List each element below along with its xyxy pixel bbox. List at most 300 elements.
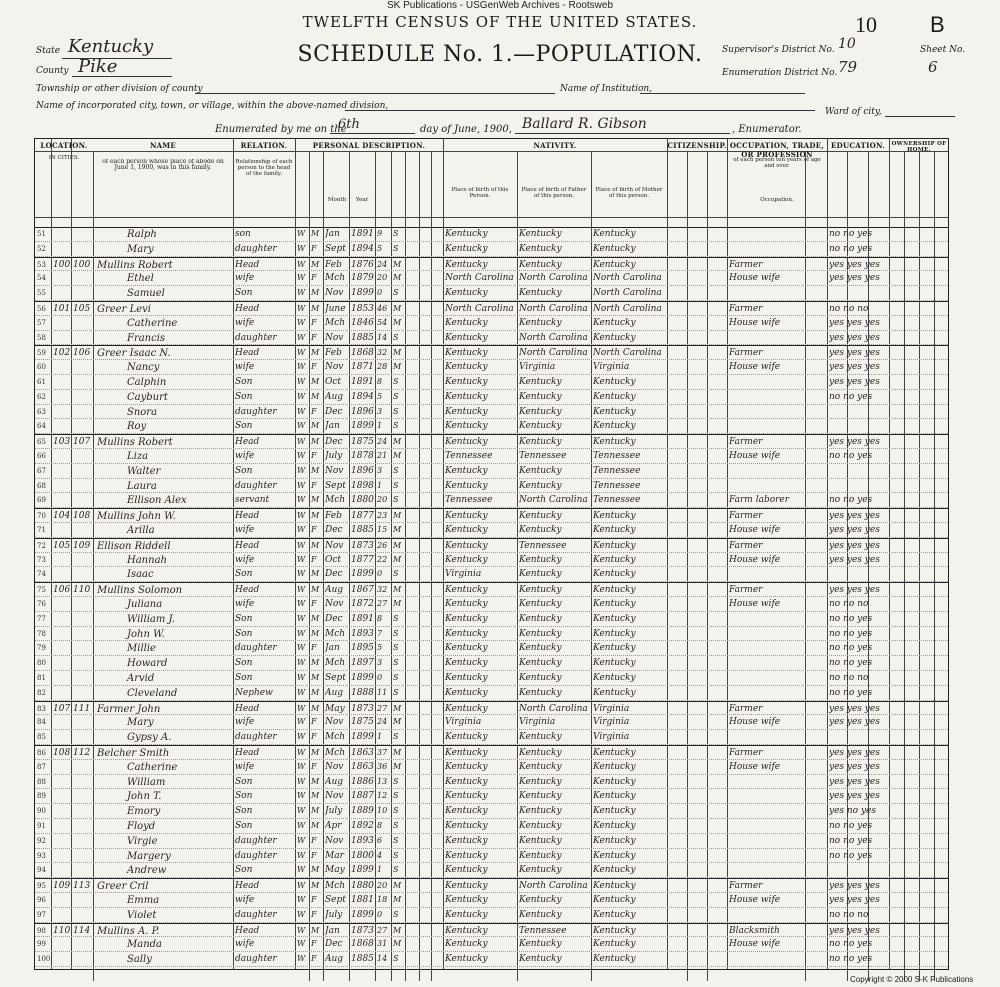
cell-birth: Kentucky (445, 554, 488, 565)
cell-father: Kentucky (519, 954, 562, 965)
cell-marital: M (393, 761, 402, 771)
cell-age: 21 (377, 451, 388, 460)
cell-age: 6 (377, 835, 383, 845)
cell-name: Mullins Robert (97, 259, 173, 271)
table-row (35, 656, 948, 671)
label-in-cities: IN CITIES. (48, 155, 80, 161)
cell-father: Kentucky (519, 748, 562, 758)
cell-marital: S (393, 377, 399, 386)
cell-name: Laura (127, 480, 157, 492)
table-row (35, 479, 948, 494)
cell-marital: M (393, 939, 402, 949)
cell-relation: wife (235, 895, 255, 905)
cell-age: 13 (377, 776, 388, 786)
cell-year: 1885 (351, 954, 374, 965)
cell-name: Belcher Smith (97, 748, 170, 759)
cell-age: 0 (377, 909, 383, 919)
cell-month: May (325, 865, 345, 876)
cell-dwelling: 102 (53, 348, 71, 359)
cell-color: W (297, 585, 306, 595)
cell-mother: Kentucky (593, 761, 636, 772)
group-nativity: NATIVITY. (533, 141, 577, 150)
cell-father: Kentucky (519, 259, 562, 270)
cell-birth: Kentucky (445, 406, 488, 417)
cell-marital: S (393, 732, 399, 742)
cell-father: Kentucky (519, 480, 562, 491)
cell-mother: Kentucky (593, 895, 636, 905)
cell-edu: yes yes yes (829, 332, 880, 343)
cell-color: W (297, 865, 306, 875)
line-number: 98 (37, 926, 46, 935)
cell-name: Francis (127, 332, 166, 344)
cell-marital: M (393, 717, 402, 727)
cell-name: Mary (127, 717, 154, 729)
table-row (35, 508, 948, 523)
cell-month: Mch (325, 658, 346, 669)
cell-marital: M (393, 925, 402, 935)
cell-relation: Son (235, 465, 253, 476)
cell-birth: Kentucky (445, 895, 488, 905)
cell-mother: Kentucky (593, 317, 636, 328)
cell-age: 27 (377, 703, 388, 713)
copyright: Copyright © 2000 S-K Publications (850, 975, 974, 984)
cell-color: W (297, 554, 306, 564)
cell-edu: no no yes (829, 954, 873, 965)
cell-family: 105 (73, 304, 91, 314)
cell-edu: no no yes (829, 613, 873, 624)
cell-month: Dec (325, 613, 343, 624)
cell-sex: M (311, 348, 320, 358)
cell-relation: Son (235, 377, 253, 387)
cell-birth: Kentucky (445, 585, 488, 596)
cell-birth: Kentucky (445, 881, 488, 892)
cell-color: W (297, 703, 306, 713)
cell-age: 9 (377, 229, 383, 238)
cell-color: W (297, 288, 306, 298)
cell-birth: Kentucky (445, 391, 488, 402)
line-number: 54 (37, 274, 46, 283)
cell-name: Ralph (127, 229, 157, 240)
cell-age: 20 (377, 273, 388, 283)
cell-color: W (297, 806, 306, 816)
cell-edu: yes yes yes (829, 362, 880, 373)
cell-father: Kentucky (519, 465, 562, 476)
cell-name: John T. (127, 791, 162, 803)
line-number: 55 (37, 289, 46, 298)
cell-year: 1893 (351, 628, 374, 639)
cell-sex: F (311, 406, 317, 416)
line-number: 97 (37, 910, 46, 919)
cell-name: Andrew (127, 865, 167, 877)
cell-year: 1886 (351, 776, 374, 787)
cell-mother: Tennessee (593, 495, 641, 506)
cell-birth: Kentucky (445, 465, 488, 476)
line-number: 90 (37, 807, 46, 816)
table-row (35, 789, 948, 804)
cell-sex: M (311, 703, 320, 713)
cell-relation: Son (235, 628, 253, 639)
cell-relation: Son (235, 421, 253, 432)
cell-year: 1887 (351, 791, 374, 802)
line-number: 51 (37, 230, 46, 238)
table-row (35, 804, 948, 819)
cell-mother: Kentucky (593, 865, 636, 876)
cell-name: Hannah (127, 554, 167, 566)
cell-edu: yes yes yes (829, 881, 880, 892)
cell-month: Mch (325, 748, 346, 758)
cell-mother: Tennessee (593, 465, 641, 476)
cell-mother: Kentucky (593, 511, 636, 522)
cell-birth: Kentucky (445, 229, 488, 239)
line-number: 95 (37, 882, 46, 891)
cell-sex: M (311, 613, 320, 623)
cell-edu: no no yes (829, 687, 873, 698)
county-label: County (36, 66, 69, 76)
cell-name: Manda (127, 939, 163, 951)
cell-marital: M (393, 599, 402, 608)
cell-birth: Kentucky (445, 599, 488, 609)
cell-sex: M (311, 495, 320, 505)
cell-sex: F (311, 761, 317, 771)
cell-occupation: Farmer (729, 748, 763, 758)
cell-relation: son (235, 229, 251, 239)
cell-occupation: Farmer (729, 259, 763, 270)
cell-name: Walter (127, 465, 161, 477)
cell-relation: daughter (235, 850, 277, 861)
cell-name: Farmer John (97, 703, 161, 715)
enumerated-day: 6th (338, 117, 360, 132)
cell-sex: F (311, 599, 317, 608)
cell-year: 1846 (351, 317, 374, 328)
cell-month: June (325, 304, 346, 314)
line-number: 93 (37, 851, 46, 860)
cell-dwelling: 100 (53, 259, 71, 270)
cell-sex: M (311, 628, 320, 638)
cell-year: 1880 (351, 881, 374, 892)
cell-mother: Kentucky (593, 613, 636, 624)
cell-marital: M (393, 895, 402, 904)
cell-sex: M (311, 569, 320, 579)
table-row (35, 952, 948, 967)
cell-relation: Son (235, 791, 253, 802)
cell-name: Greer Isaac N. (97, 348, 171, 360)
cell-name: William (127, 776, 166, 788)
township-label: Township or other division of county (36, 84, 203, 94)
cell-father: Virginia (519, 717, 556, 728)
line-number: 64 (37, 422, 46, 431)
sheet-letter: B (930, 12, 945, 37)
cell-father: North Carolina (519, 304, 588, 314)
cell-edu: yes yes yes (829, 437, 880, 448)
cell-age: 23 (377, 511, 388, 521)
cell-birth: Kentucky (445, 925, 488, 936)
cell-month: Nov (325, 540, 344, 551)
cell-relation: wife (235, 717, 255, 728)
cell-edu: yes yes yes (829, 259, 880, 270)
cell-age: 0 (377, 569, 383, 579)
cell-relation: Head (235, 348, 260, 359)
cell-dwelling: 109 (53, 881, 71, 892)
cell-father: Kentucky (519, 391, 562, 402)
cell-name: Mullins A. P. (97, 925, 160, 937)
cell-month: Jan (325, 643, 340, 654)
table-row (35, 760, 948, 775)
cell-year: 1899 (351, 288, 374, 299)
cell-year: 1899 (351, 569, 374, 580)
cell-birth: Kentucky (445, 480, 488, 491)
cell-month: July (325, 806, 343, 817)
cell-age: 1 (377, 421, 383, 431)
cell-birth: Kentucky (445, 748, 488, 758)
cell-sex: M (311, 288, 320, 298)
cell-mother: Kentucky (593, 554, 636, 565)
institution-label: Name of Institution, (560, 84, 653, 94)
cell-color: W (297, 687, 306, 697)
cell-relation: Head (235, 585, 260, 596)
cell-sex: F (311, 480, 317, 490)
cell-occupation: Farmer (729, 540, 763, 551)
cell-year: 1889 (351, 806, 374, 817)
group-location: LOCATION. (40, 141, 88, 150)
cell-month: Mch (325, 273, 346, 284)
cell-edu: no no no (829, 909, 869, 920)
supervisor-value: 10 (838, 36, 856, 52)
cell-age: 20 (377, 881, 388, 891)
line-number: 61 (37, 378, 46, 386)
cell-father: Kentucky (519, 776, 562, 787)
cell-birth: Kentucky (445, 243, 488, 254)
label-mother-place: Place of birth of Mother of this person. (595, 187, 663, 199)
cell-sex: M (311, 776, 320, 786)
cell-color: W (297, 909, 306, 919)
cell-family: 111 (73, 703, 91, 714)
cell-age: 18 (377, 895, 388, 904)
table-row (35, 908, 948, 923)
cell-father: Kentucky (519, 243, 562, 254)
cell-age: 24 (377, 259, 388, 269)
cell-year: 1899 (351, 421, 374, 432)
cell-father: Kentucky (519, 732, 562, 743)
cell-age: 24 (377, 437, 388, 447)
cell-age: 54 (377, 317, 388, 327)
cell-father: Kentucky (519, 806, 562, 817)
cell-father: Tennessee (519, 540, 567, 551)
line-number: 82 (37, 688, 46, 697)
cell-occupation: House wife (729, 362, 781, 373)
cell-birth: Kentucky (445, 377, 488, 387)
cell-occupation: Farmer (729, 437, 763, 448)
cell-month: Oct (325, 554, 342, 565)
cell-sex: M (311, 437, 320, 447)
cell-sex: F (311, 717, 317, 727)
cell-father: Kentucky (519, 599, 562, 609)
cell-relation: Head (235, 304, 260, 314)
cell-color: W (297, 465, 306, 475)
label-relation-desc: Relationship of each person to the head of the family. (235, 159, 293, 177)
cell-name: Ellison Riddell (97, 540, 171, 552)
cell-relation: Son (235, 776, 253, 787)
cell-birth: Tennessee (445, 451, 493, 461)
line-number: 79 (37, 644, 46, 653)
line-number: 76 (37, 600, 46, 608)
cell-sex: F (311, 895, 317, 904)
cell-month: Jan (325, 421, 340, 432)
table-row (35, 227, 948, 242)
cell-color: W (297, 525, 306, 534)
cell-edu: yes yes yes (829, 377, 880, 387)
cell-birth: Kentucky (445, 954, 488, 965)
cell-marital: S (393, 421, 399, 431)
cell-sex: F (311, 243, 317, 253)
cell-year: 1871 (351, 362, 374, 373)
cell-marital: M (393, 748, 402, 757)
table-row (35, 834, 948, 849)
cell-occupation: House wife (729, 273, 781, 284)
cell-age: 27 (377, 925, 388, 935)
cell-birth: Kentucky (445, 806, 488, 817)
cell-age: 28 (377, 362, 388, 372)
cell-mother: Tennessee (593, 451, 641, 461)
cell-relation: Son (235, 806, 253, 817)
cell-color: W (297, 229, 306, 238)
cell-month: Feb (325, 511, 342, 522)
cell-name: Emma (127, 895, 160, 906)
line-number: 65 (37, 438, 46, 447)
table-row (35, 597, 948, 612)
table-row (35, 701, 948, 716)
cell-father: North Carolina (519, 332, 588, 343)
line-number: 52 (37, 244, 46, 253)
table-row (35, 538, 948, 553)
cell-mother: Kentucky (593, 673, 636, 683)
cell-mother: Kentucky (593, 540, 636, 551)
cell-year: 1894 (351, 243, 374, 254)
cell-marital: M (393, 585, 402, 595)
cell-color: W (297, 658, 306, 668)
cell-father: Kentucky (519, 761, 562, 772)
cell-relation: Head (235, 925, 260, 936)
line-number: 80 (37, 659, 46, 668)
cell-dwelling: 106 (53, 585, 71, 596)
cell-mother: North Carolina (593, 288, 662, 299)
cell-dwelling: 103 (53, 437, 71, 448)
table-row (35, 345, 948, 360)
cell-marital: S (393, 806, 399, 816)
cell-mother: Kentucky (593, 687, 636, 698)
table-row (35, 257, 948, 272)
cell-marital: S (393, 480, 399, 490)
cell-marital: S (393, 776, 399, 786)
table-row (35, 316, 948, 331)
cell-month: July (325, 909, 343, 920)
cell-color: W (297, 243, 306, 253)
line-number: 66 (37, 452, 46, 460)
cell-marital: M (393, 259, 402, 269)
cell-color: W (297, 835, 306, 845)
line-number: 77 (37, 614, 46, 623)
cell-age: 3 (377, 658, 383, 668)
cell-relation: Head (235, 748, 260, 758)
cell-sex: M (311, 377, 320, 386)
cell-marital: M (393, 451, 402, 460)
cell-sex: M (311, 687, 320, 697)
cell-father: Kentucky (519, 585, 562, 596)
cell-month: Oct (325, 377, 342, 387)
cell-name: Catherine (127, 761, 178, 773)
cell-name: William J. (127, 613, 175, 625)
cell-edu: yes yes yes (829, 703, 880, 714)
cell-color: W (297, 437, 306, 447)
cell-relation: wife (235, 939, 255, 950)
cell-relation: daughter (235, 480, 277, 491)
cell-marital: S (393, 613, 399, 623)
cell-relation: Head (235, 437, 260, 448)
cell-marital: S (393, 569, 399, 579)
cell-year: 1891 (351, 613, 374, 624)
cell-month: Nov (325, 761, 344, 772)
cell-birth: Kentucky (445, 939, 488, 950)
cell-dwelling: 107 (53, 703, 71, 714)
cell-mother: North Carolina (593, 304, 662, 314)
cell-marital: S (393, 821, 399, 830)
cell-mother: North Carolina (593, 348, 662, 359)
cell-relation: wife (235, 525, 255, 535)
cell-father: Kentucky (519, 421, 562, 432)
cell-birth: Kentucky (445, 761, 488, 772)
table-row (35, 464, 948, 479)
cell-edu: no no yes (829, 229, 873, 239)
cell-year: 1885 (351, 332, 374, 343)
line-number: 87 (37, 762, 46, 771)
cell-mother: Virginia (593, 362, 630, 373)
cell-birth: Kentucky (445, 673, 488, 683)
line-number: 86 (37, 749, 46, 757)
table-row (35, 331, 948, 346)
cell-year: 1863 (351, 748, 374, 758)
cell-mother: Kentucky (593, 939, 636, 950)
cell-mother: Kentucky (593, 791, 636, 802)
cell-name: Virgie (127, 835, 158, 847)
cell-birth: Kentucky (445, 348, 488, 359)
cell-birth: Kentucky (445, 332, 488, 343)
cell-name: Emory (127, 806, 161, 818)
cell-mother: Kentucky (593, 437, 636, 448)
table-row (35, 523, 948, 538)
cell-relation: Head (235, 511, 260, 522)
cell-father: North Carolina (519, 495, 588, 506)
cell-year: 1868 (351, 348, 374, 359)
cell-occupation: Farm laborer (729, 495, 790, 506)
cell-father: Kentucky (519, 687, 562, 698)
cell-color: W (297, 761, 306, 771)
state-value: Kentucky (68, 36, 154, 57)
cell-name: Ethel (127, 273, 154, 285)
cell-year: 1863 (351, 761, 374, 772)
cell-age: 5 (377, 643, 383, 653)
cell-name: Mullins Solomon (97, 585, 183, 597)
cell-occupation: House wife (729, 317, 781, 328)
line-number: 63 (37, 407, 46, 416)
cell-birth: Virginia (445, 569, 482, 580)
cell-age: 31 (377, 939, 388, 949)
cell-father: North Carolina (519, 881, 588, 892)
line-number: 62 (37, 392, 46, 401)
cell-father: Tennessee (519, 925, 567, 936)
cell-mother: North Carolina (593, 273, 662, 284)
cell-father: North Carolina (519, 703, 588, 714)
cell-occupation: Farmer (729, 511, 763, 522)
cell-edu: no no no (829, 599, 869, 609)
